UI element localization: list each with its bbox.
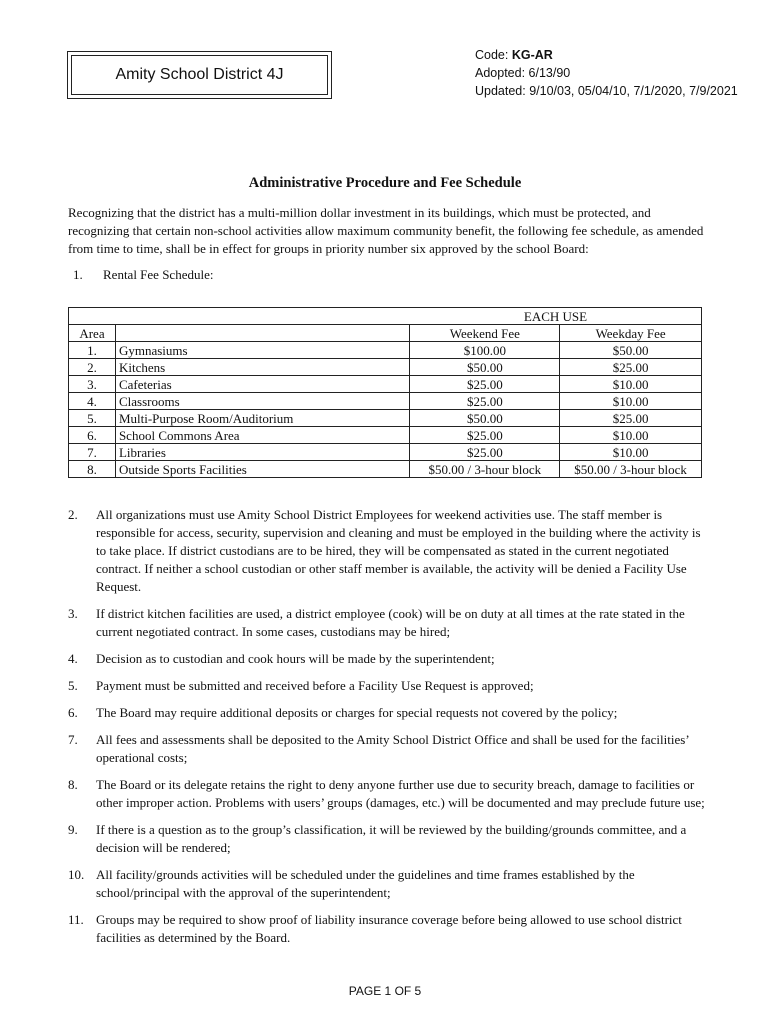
list-item-number: 9. — [68, 822, 78, 837]
policy-code: Code: KG-AR — [475, 48, 553, 62]
area-name: Gymnasiums — [115, 342, 410, 359]
list-item-number: 4. — [68, 651, 78, 666]
weekday-fee: $10.00 — [560, 393, 702, 410]
list-item-number: 3. — [68, 606, 78, 621]
rental-fee-table — [68, 307, 702, 478]
district-name: Amity School District 4J — [71, 55, 328, 95]
table-row — [69, 393, 702, 410]
list-item-number: 2. — [68, 507, 78, 522]
list-item — [68, 776, 708, 812]
list-item — [68, 911, 708, 947]
list-item-number: 8. — [68, 777, 78, 792]
area-number: 8. — [69, 461, 116, 478]
weekday-fee: $25.00 — [560, 410, 702, 427]
list-item-text: All facility/grounds activities will be scheduled under the guidelines and time frames established by the school/principal with the approval of the superintendent; — [96, 867, 635, 900]
area-number: 7. — [69, 444, 116, 461]
list-item — [68, 650, 708, 668]
list-item-1: 1. Rental Fee Schedule: — [73, 267, 214, 282]
area-name: Libraries — [115, 444, 410, 461]
weekday-fee: $10.00 — [560, 427, 702, 444]
weekend-fee: $50.00 — [410, 359, 560, 376]
table-row — [69, 444, 702, 461]
weekday-fee: $10.00 — [560, 444, 702, 461]
list-item-text: The Board may require additional deposits or charges for special requests not covered by the policy; — [96, 705, 618, 720]
intro-paragraph: Recognizing that the district has a multi-million dollar investment in its buildings, which must be protected, and recognizing that certain non-school activities allow maximum community benefit, the following fee schedule, as amended from time to time, shall be in effect for groups in priority number six approved by the school Board: — [68, 205, 704, 256]
list-item-text: If district kitchen facilities are used, a district employee (cook) will be on duty at all times at the rate stated in the current negotiated contract. In some cases, custodians may be hired; — [96, 606, 685, 639]
district-name-box — [67, 51, 332, 99]
weekend-fee: $100.00 — [410, 342, 560, 359]
table-row — [69, 410, 702, 427]
weekend-fee: $50.00 — [410, 410, 560, 427]
document-title: Administrative Procedure and Fee Schedule — [248, 175, 522, 191]
weekend-fee: $50.00 / 3-hour block — [410, 461, 560, 478]
procedure-list — [68, 506, 708, 956]
list-item-text: The Board or its delegate retains the right to deny anyone further use due to security breach, damage to facilities or other improper action. Problems with users’ groups (damages, etc.) will be documented and may preclude future use; — [96, 777, 705, 810]
table-group-header-row — [69, 308, 702, 325]
list-item-number: 5. — [68, 678, 78, 693]
list-item-number: 7. — [68, 732, 78, 747]
area-number: 5. — [69, 410, 116, 427]
weekend-fee: $25.00 — [410, 444, 560, 461]
table-row — [69, 359, 702, 376]
table-header-row — [69, 325, 702, 342]
weekend-fee: $25.00 — [410, 393, 560, 410]
weekend-fee: $25.00 — [410, 427, 560, 444]
adopted-date: Adopted: 6/13/90 — [475, 66, 571, 80]
list-item-text: Groups may be required to show proof of liability insurance coverage before being allowed to use school district facilities as determined by the Board. — [96, 912, 682, 945]
list-item — [68, 866, 708, 902]
table-row — [69, 461, 702, 478]
area-name: Kitchens — [115, 359, 410, 376]
weekend-fee-header: Weekend Fee — [410, 325, 560, 342]
area-number: 6. — [69, 427, 116, 444]
weekday-fee: $50.00 / 3-hour block — [560, 461, 702, 478]
weekend-fee: $25.00 — [410, 376, 560, 393]
area-number: 4. — [69, 393, 116, 410]
weekday-fee: $10.00 — [560, 376, 702, 393]
area-name: Outside Sports Facilities — [115, 461, 410, 478]
table-row — [69, 376, 702, 393]
list-item-text: Decision as to custodian and cook hours will be made by the superintendent; — [96, 651, 495, 666]
list-item — [68, 821, 708, 857]
weekday-fee: $25.00 — [560, 359, 702, 376]
updated-dates: Updated: 9/10/03, 05/04/10, 7/1/2020, 7/9/2021 — [475, 84, 738, 98]
list-item-text: All fees and assessments shall be deposited to the Amity School District Office and shall be used for the facilities’ operational costs; — [96, 732, 689, 765]
list-item-number: 10. — [68, 867, 85, 882]
area-name: School Commons Area — [115, 427, 410, 444]
table-row — [69, 427, 702, 444]
list-item-text: If there is a question as to the group’s classification, it will be reviewed by the building/grounds committee, and a decision will be rendered; — [96, 822, 687, 855]
list-item-number: 6. — [68, 705, 78, 720]
area-name: Classrooms — [115, 393, 410, 410]
list-item — [68, 704, 708, 722]
weekday-fee: $50.00 — [560, 342, 702, 359]
list-item-number: 11. — [68, 912, 84, 927]
list-item — [68, 677, 708, 695]
list-item — [68, 605, 708, 641]
page-number: PAGE 1 OF 5 — [348, 984, 422, 998]
area-number: 3. — [69, 376, 116, 393]
table-row — [69, 342, 702, 359]
area-name: Multi-Purpose Room/Auditorium — [115, 410, 410, 427]
area-header: Area — [69, 325, 116, 342]
area-number: 2. — [69, 359, 116, 376]
list-item-text: Payment must be submitted and received before a Facility Use Request is approved; — [96, 678, 534, 693]
area-name: Cafeterias — [115, 376, 410, 393]
list-item — [68, 731, 708, 767]
area-number: 1. — [69, 342, 116, 359]
list-item-text: All organizations must use Amity School District Employees for weekend activities use. The staff member is responsible for access, security, supervision and cleaning and must be employed in the building where the activity is to take place. If district custodians are to be hired, they will be compensated as stated in the current negotiated contract. If neither a school custodian or other staff member is available, the activity will be denied a Facility Use Request. — [96, 507, 701, 594]
each-use-header: EACH USE — [410, 308, 702, 325]
weekday-fee-header: Weekday Fee — [560, 325, 702, 342]
list-item — [68, 506, 708, 596]
policy-code-block — [475, 46, 745, 100]
